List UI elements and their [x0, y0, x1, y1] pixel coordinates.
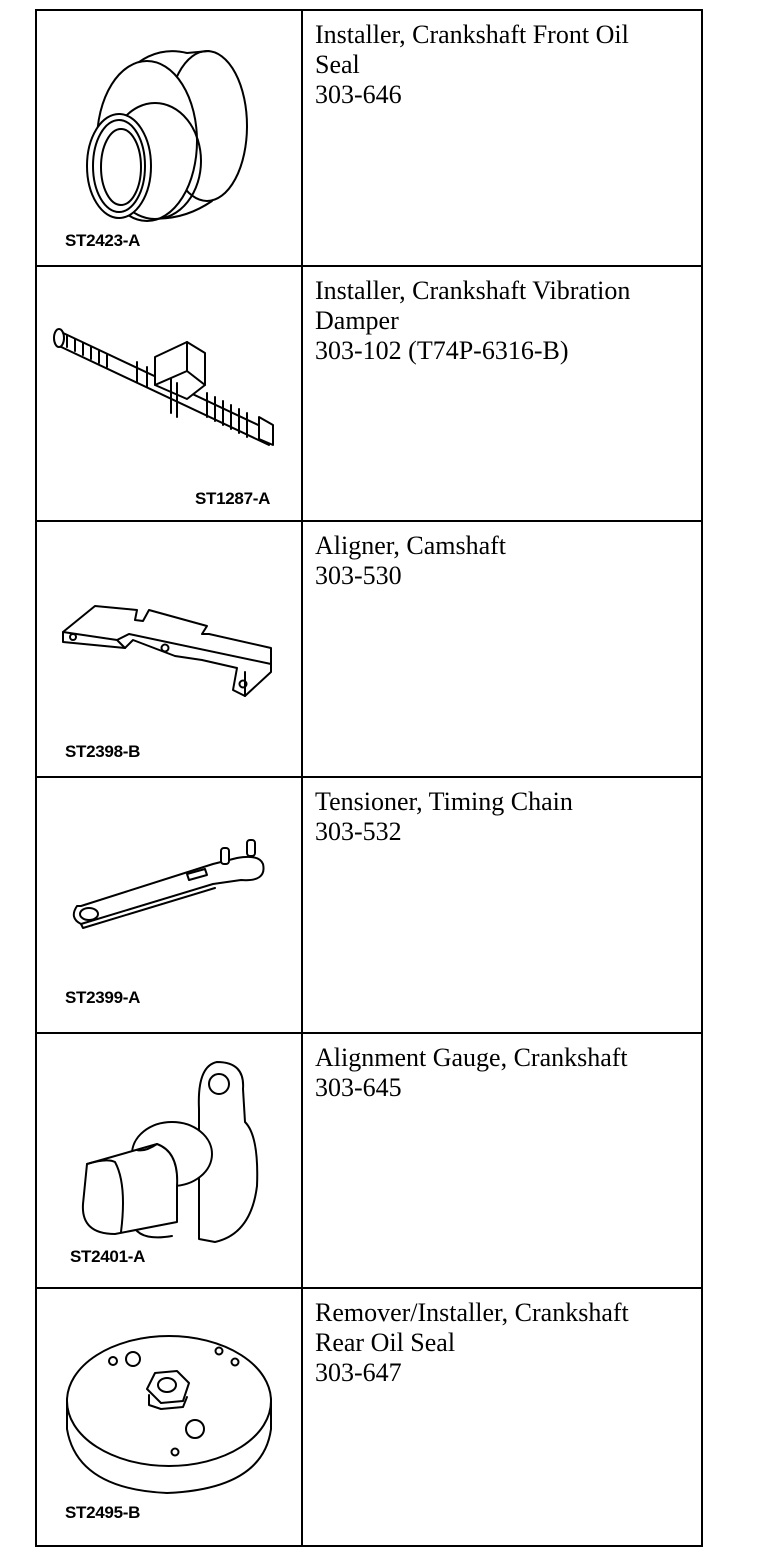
tool-description-cell [303, 778, 701, 1034]
tool-part-number: 303-647 [315, 1358, 402, 1388]
tool-part-number: 303-532 [315, 817, 402, 846]
tool-part-number: 303-102 (T74P-6316-B) [315, 335, 569, 365]
tool-code-label: ST2401-A [70, 1246, 146, 1266]
tool-name: Alignment Gauge, Crankshaft [315, 1042, 628, 1072]
vibration-damper-installer-icon [37, 267, 303, 522]
special-tools-table [35, 9, 703, 1547]
tool-name: Tensioner, Timing Chain [315, 787, 573, 816]
tool-illustration-cell [37, 1289, 303, 1545]
tool-name: Installer, Crankshaft Vibration Damper [315, 275, 631, 335]
tool-description-cell [303, 1034, 701, 1290]
tool-code-label: ST2399-A [65, 988, 141, 1007]
tool-name: Installer, Crankshaft Front Oil Seal [315, 20, 629, 79]
tool-name: Remover/Installer, Crankshaft Rear Oil Seal [315, 1298, 629, 1358]
tool-part-number: 303-646 [315, 80, 402, 109]
tool-part-number: 303-645 [315, 1072, 402, 1102]
tool-part-number: 303-530 [315, 561, 402, 591]
tool-description-cell [303, 522, 701, 778]
tool-code-label: ST2495-B [65, 1503, 141, 1523]
tool-illustration-cell [37, 1034, 303, 1290]
tool-name: Aligner, Camshaft [315, 531, 507, 561]
tool-description-cell [303, 1289, 701, 1545]
tool-code-label: ST1287-A [195, 488, 271, 508]
tool-code-label: ST2398-B [65, 742, 141, 762]
tool-illustration-cell [37, 778, 303, 1034]
tool-code-label: ST2423-A [65, 231, 141, 250]
tool-description-cell [303, 11, 701, 267]
tool-description-cell [303, 267, 701, 523]
crankshaft-front-seal-installer-icon [37, 11, 303, 266]
tool-illustration-cell [37, 522, 303, 778]
camshaft-aligner-icon [37, 522, 303, 777]
tool-illustration-cell [37, 267, 303, 523]
tool-illustration-cell [37, 11, 303, 267]
